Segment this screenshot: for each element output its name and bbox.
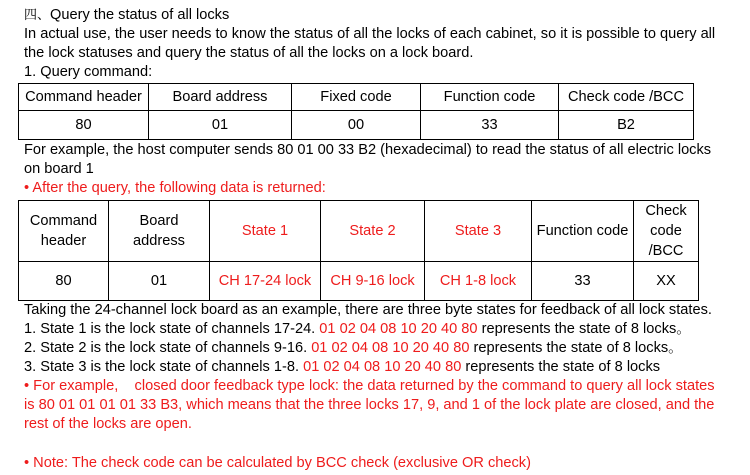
table-header-cell: Function code xyxy=(421,84,559,111)
table-header-row xyxy=(19,201,699,262)
query-command-label: 1. Query command: xyxy=(24,64,153,80)
header-line: Check code xyxy=(645,203,687,239)
table-header-cell: Board address xyxy=(149,84,292,111)
query-command-table xyxy=(18,83,694,140)
header-line: Board xyxy=(139,213,179,229)
table-header-cell xyxy=(19,201,109,262)
header-line: header xyxy=(40,233,87,249)
table-cell: B2 xyxy=(559,111,694,140)
table-header-cell: Command header xyxy=(19,84,149,111)
red-example-line-1: • For example, closed door feedback type lock: the data returned by the command to query all lock states xyxy=(24,378,715,394)
state-text: 1. State 1 is the lock state of channels 17-24. xyxy=(24,321,320,337)
table-row xyxy=(19,111,694,140)
table-cell: 01 xyxy=(149,111,292,140)
table-header-cell: Function code xyxy=(532,201,634,262)
table-cell: CH 1-8 lock xyxy=(425,262,532,301)
header-line: /BCC xyxy=(648,243,684,259)
table-cell: XX xyxy=(634,262,699,301)
state-text: represents the state of 8 locks xyxy=(461,359,661,375)
state-line-3 xyxy=(24,358,660,377)
table-header-row xyxy=(19,84,694,111)
intro-line-2: the lock statuses and query the status of all the locks on a lock board. xyxy=(24,45,474,61)
section-title: Query the status of all locks xyxy=(50,7,230,23)
state-codes: 01 02 04 08 10 20 40 80 xyxy=(319,321,478,337)
table-cell: 33 xyxy=(532,262,634,301)
table-header-cell: State 1 xyxy=(210,201,321,262)
intro-line-1: In actual use, the user needs to know the status of all the locks of each cabinet, so it is possible to query all xyxy=(24,26,716,42)
header-line: address xyxy=(133,233,185,249)
header-line: Command xyxy=(29,213,98,229)
state-line-2 xyxy=(24,339,683,358)
state-text: represents the state of 8 locks。 xyxy=(469,340,683,356)
table-header-cell: State 3 xyxy=(425,201,532,262)
table-cell: CH 17-24 lock xyxy=(210,262,321,301)
bcc-note: • Note: The check code can be calculated by BCC check (exclusive OR check) xyxy=(24,455,531,471)
table-cell: 01 xyxy=(109,262,210,301)
table-row xyxy=(19,262,699,301)
table-header-cell: Fixed code xyxy=(292,84,421,111)
table-cell: 00 xyxy=(292,111,421,140)
table-header-cell xyxy=(634,201,699,262)
table-header-cell xyxy=(109,201,210,262)
table-cell: 80 xyxy=(19,262,109,301)
section-number: 四、 xyxy=(24,8,51,23)
state-text: represents the state of 8 locks。 xyxy=(477,321,691,337)
table-cell: CH 9-16 lock xyxy=(321,262,425,301)
table-header-cell: Check code /BCC xyxy=(559,84,694,111)
state-text: 2. State 2 is the lock state of channels 9-16. xyxy=(24,340,312,356)
state-codes: 01 02 04 08 10 20 40 80 xyxy=(311,340,470,356)
returned-note: • After the query, the following data is returned: xyxy=(24,180,326,196)
state-line-1 xyxy=(24,320,691,339)
table-cell: 33 xyxy=(421,111,559,140)
example-line-2: on board 1 xyxy=(24,161,94,177)
state-codes: 01 02 04 08 10 20 40 80 xyxy=(303,359,462,375)
return-data-table xyxy=(18,200,699,301)
section-heading xyxy=(24,6,229,25)
red-example-line-2: is 80 01 01 01 01 33 B3, which means that the three locks 17, 9, and 1 of the lock plate are closed, and the xyxy=(24,397,715,413)
table-cell: 80 xyxy=(19,111,149,140)
table-header-cell: State 2 xyxy=(321,201,425,262)
red-example-line-3: rest of the locks are open. xyxy=(24,416,192,432)
state-text: 3. State 3 is the lock state of channels 1-8. xyxy=(24,359,304,375)
example-line-1: For example, the host computer sends 80 01 00 33 B2 (hexadecimal) to read the status of all electric locks xyxy=(24,142,712,158)
taking-line: Taking the 24-channel lock board as an example, there are three byte states for feedback of all lock states. xyxy=(24,302,712,318)
